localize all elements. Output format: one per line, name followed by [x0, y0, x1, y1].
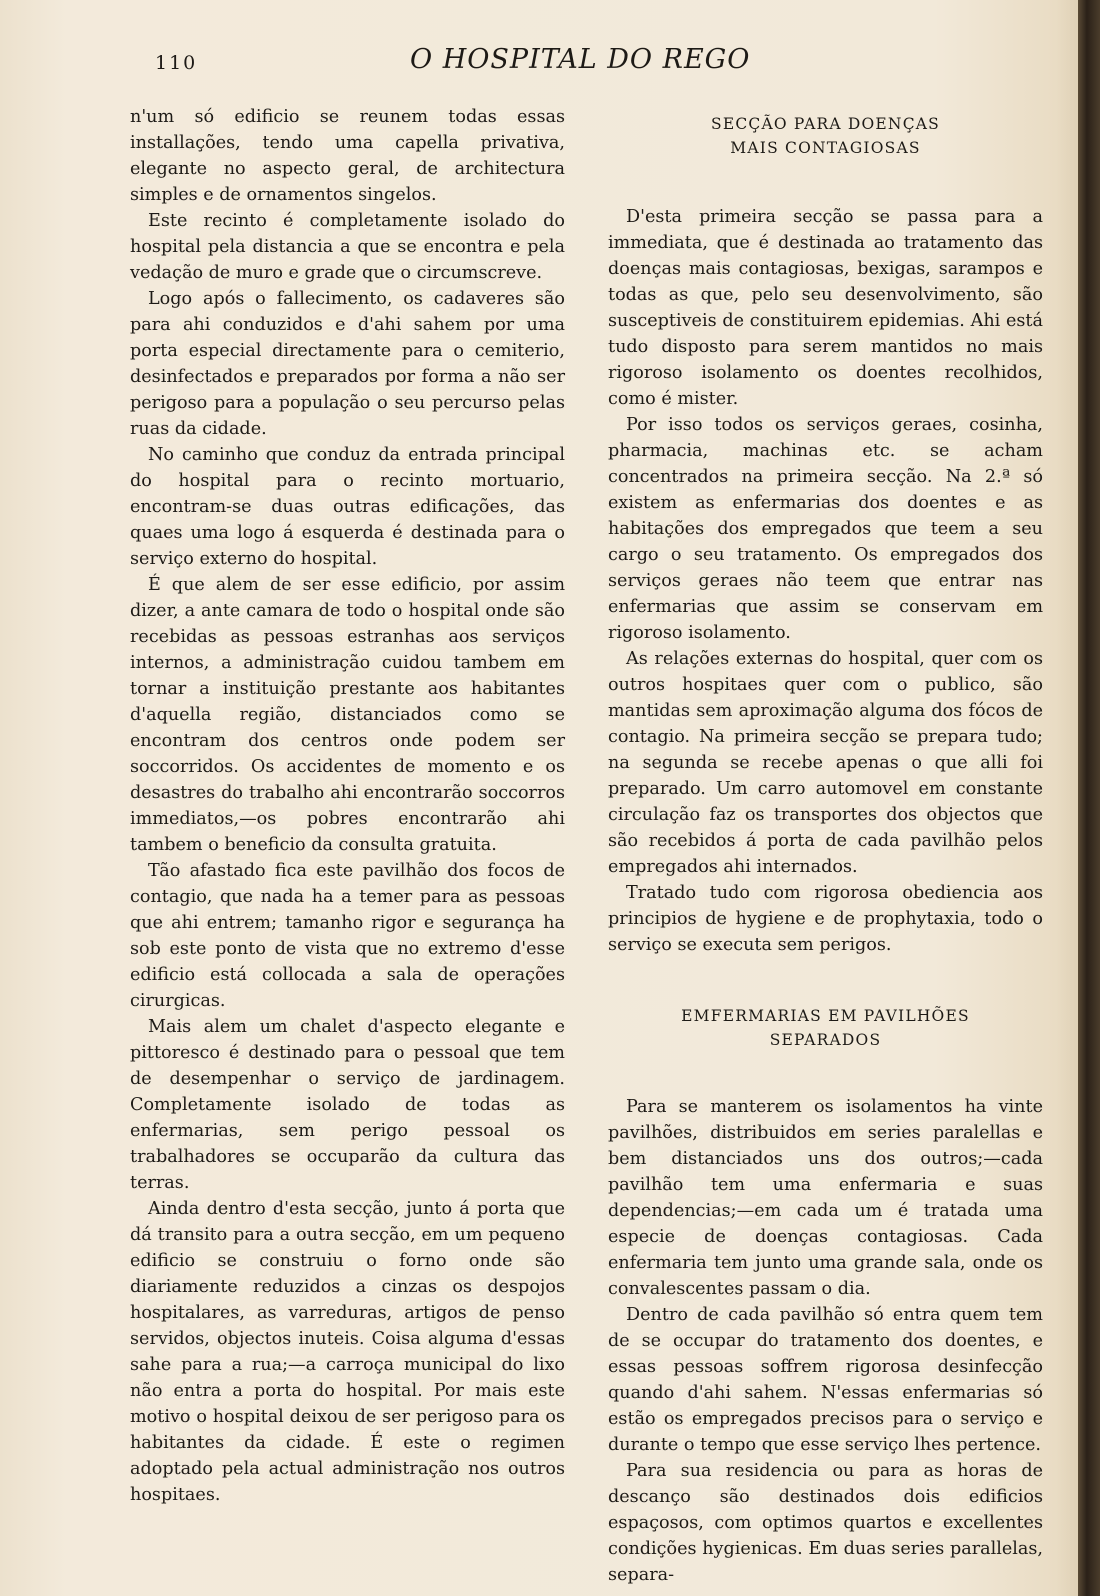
paragraph: Mais alem um chalet d'aspecto elegante e pittoresco é destinado para o pessoal que tem de desempenhar o serviço de jardinagem. Completamente isolado de todas as enfermarias, sem perigo pessoal os trabalhadores se occuparão da cultura das terras.	[130, 1017, 565, 1193]
paragraph: Logo após o fallecimento, os cadaveres são para ahi conduzidos e d'ahi sahem por uma porta especial directamente para o cemiterio, desinfectados e preparados por forma a não ser perigoso para a população o seu percurso pelas ruas da cidade.	[130, 289, 565, 439]
paragraph: Para se manterem os isolamentos ha vinte pavilhões, distribuidos em series paralellas e bem distanciados uns dos outros;—cada pavilhão tem uma enfermaria e suas dependencias;—em cada um é tratada uma especie de doenças contagiosas. Cada enfermaria tem junto uma grande sala, onde os convalescentes passam o dia.	[608, 1097, 1043, 1299]
right-column	[608, 112, 1043, 1588]
paragraph: Dentro de cada pavilhão só entra quem tem de se occupar do tratamento dos doentes, e essas pessoas soffrem rigorosa desinfecção quando d'ahi sahem. N'essas enfermarias só estão os empregados precisos para o serviço e durante o tempo que esse serviço lhes pertence.	[608, 1305, 1043, 1455]
paragraph: D'esta primeira secção se passa para a immediata, que é destinada ao tratamento das doenças mais contagiosas, bexigas, sarampos e todas as que, pelo seu desenvolvimento, são susceptiveis de constituirem epidemias. Ahi está tudo disposto para serem mantidos no mais rigoroso isolamento os doentes recolhidos, como é mister.	[608, 207, 1043, 409]
section-heading-line: SEPARADOS	[769, 1031, 882, 1049]
page-number: 110	[155, 52, 198, 74]
paragraph: No caminho que conduz da entrada principal do hospital para o recinto mortuario, encontram-se duas outras edificações, das quaes uma logo á esquerda é destinada para o serviço externo do hospital.	[130, 445, 565, 569]
section-heading-line: MAIS CONTAGIOSAS	[730, 139, 921, 157]
paragraph: Para sua residencia ou para as horas de descanço são destinados dois edificios espaçosos, com optimos quartos e excellentes condições hygienicas. Em duas series parallelas, separa-	[608, 1461, 1043, 1585]
running-head-title: O HOSPITAL DO REGO	[410, 44, 751, 75]
paragraph: As relações externas do hospital, quer com os outros hospitaes quer com o publico, são mantidas sem aproximação alguma dos fócos de contagio. Na primeira secção se prepara tudo; na segunda se recebe apenas o que alli foi preparado. Um carro automovel em constante circulação faz os transportes dos objectos que são recebidos á porta de cada pavilhão pelos empregados ahi internados.	[608, 649, 1043, 877]
paragraph: Tão afastado fica este pavilhão dos focos de contagio, que nada ha a temer para as pessoas que ahi entrem; tamanho rigor e segurança ha sob este ponto de vista que no extremo d'esse edificio está collocada a sala de operações cirurgicas.	[130, 861, 565, 1011]
section-heading-line: SECÇÃO PARA DOENÇAS	[711, 115, 940, 133]
paragraph: n'um só edificio se reunem todas essas installações, tendo uma capella privativa, elegante no aspecto geral, de architectura simples e de ornamentos singelos.	[130, 107, 565, 205]
section-heading-line: EMFERMARIAS EM PAVILHÕES	[681, 1007, 970, 1025]
paragraph: Ainda dentro d'esta secção, junto á porta que dá transito para a outra secção, em um pequeno edificio se construiu o forno onde são diariamente reduzidos a cinzas os despojos hospitalares, as varreduras, artigos de penso servidos, objectos inuteis. Coisa alguma d'essas sahe para a rua;—a carroça municipal do lixo não entra a porta do hospital. Por mais este motivo o hospital deixou de ser perigoso para os habitantes da cidade. É este o regimen adoptado pela actual administração nos outros hospitaes.	[130, 1199, 565, 1505]
paragraph: É que alem de ser esse edificio, por assim dizer, a ante camara de todo o hospital onde são recebidas as pessoas estranhas aos serviços internos, a administração cuidou tambem em tornar a instituição prestante aos habitantes d'aquella região, distanciados como se encontram dos centros onde podem ser soccorridos. Os accidentes de momento e os desastres do trabalho ahi encontrarão soccorros immediatos,—os pobres encontrarão ahi tambem o beneficio da consulta gratuita.	[130, 575, 565, 855]
paragraph: Tratado tudo com rigorosa obediencia aos principios de hygiene e de prophytaxia, todo o serviço se executa sem perigos.	[608, 883, 1043, 955]
page-binding-edge	[1078, 0, 1100, 1596]
left-column	[130, 104, 565, 1508]
paragraph: Este recinto é completamente isolado do hospital pela distancia a que se encontra e pela vedação de muro e grade que o circumscreve.	[130, 211, 565, 283]
paragraph: Por isso todos os serviços geraes, cosinha, pharmacia, machinas etc. se acham concentrados na primeira secção. Na 2.ª só existem as enfermarias dos doentes e as habitações dos empregados que teem a seu cargo o seu tratamento. Os empregados dos serviços geraes não teem que entrar nas enfermarias que assim se conservam em rigoroso isolamento.	[608, 415, 1043, 643]
